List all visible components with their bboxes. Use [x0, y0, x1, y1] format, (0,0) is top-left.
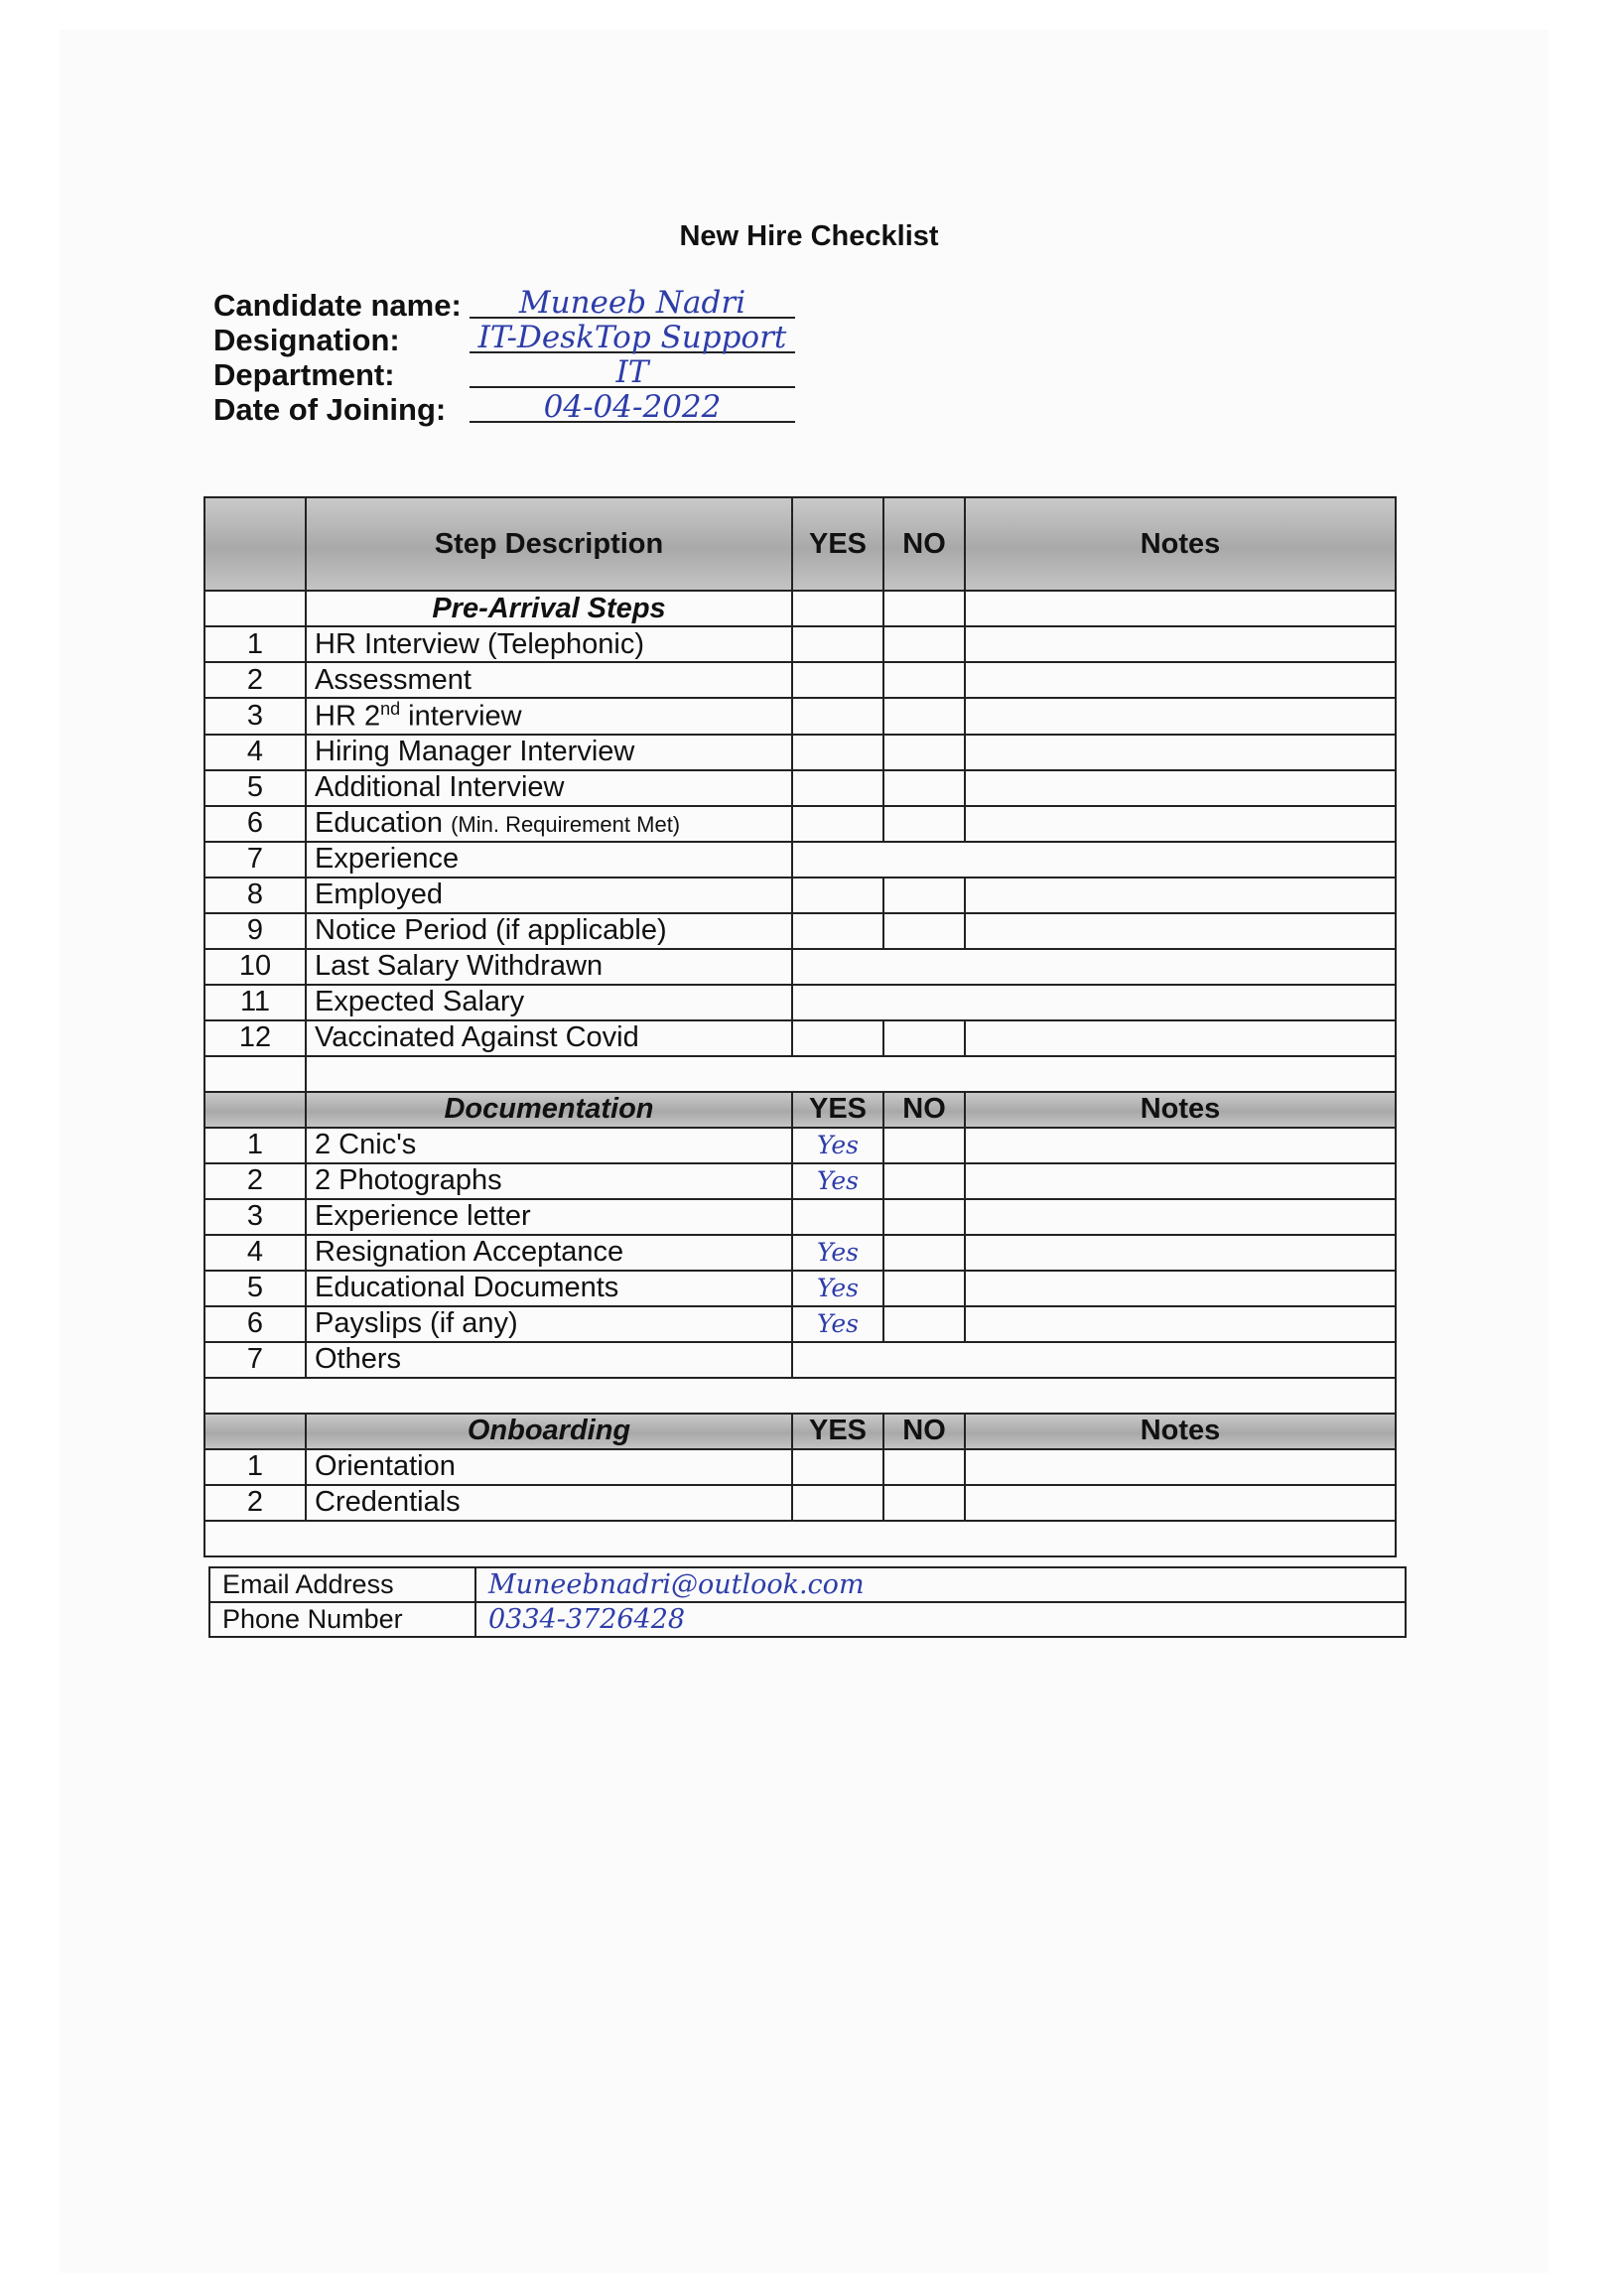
step-label: Experience [306, 842, 792, 878]
row-number: 5 [204, 1271, 306, 1306]
yes-cell: Yes [792, 1163, 883, 1199]
row-number: 1 [204, 1449, 306, 1485]
step-label [306, 806, 792, 842]
table-row [204, 806, 1396, 842]
phone-label: Phone Number [209, 1602, 475, 1637]
header-blank-cell [204, 497, 306, 591]
header-notes: Notes [965, 497, 1396, 591]
yes-cell [792, 735, 883, 770]
table-row [204, 626, 1396, 662]
step-label: Last Salary Withdrawn [306, 949, 792, 985]
phone-row [209, 1602, 1406, 1637]
candidate-name-value: Muneeb Nadri [518, 285, 746, 321]
yes-cell: Yes [792, 1235, 883, 1271]
yes-cell: Yes [792, 1306, 883, 1342]
row-number: 10 [204, 949, 306, 985]
notes-cell [965, 1271, 1396, 1306]
step-label: Employed [306, 878, 792, 913]
yes-cell [792, 1020, 883, 1056]
notes-cell [965, 1128, 1396, 1163]
header-yes: YES [792, 497, 883, 591]
step-label-text: HR 2 [315, 700, 381, 733]
doc-label: 2 Cnic's [306, 1128, 792, 1163]
doj-label: Date of Joining: [213, 392, 447, 427]
table-row [204, 698, 1396, 735]
table-row [204, 1271, 1396, 1306]
notes-cell [965, 878, 1396, 913]
step-label-note: (Min. Requirement Met) [451, 812, 681, 838]
contact-table [208, 1566, 1407, 1638]
notes-cell [965, 1020, 1396, 1056]
yes-cell [792, 770, 883, 806]
step-label [306, 698, 792, 735]
header-no: NO [883, 1092, 965, 1128]
notes-cell [965, 806, 1396, 842]
spacer-row [204, 1056, 1396, 1092]
row-number: 2 [204, 1163, 306, 1199]
table-row [204, 662, 1396, 698]
table-row [204, 1199, 1396, 1235]
notes-cell [965, 626, 1396, 662]
step-label: Hiring Manager Interview [306, 735, 792, 770]
phone-value: 0334-3726428 [475, 1602, 1406, 1637]
no-cell [883, 1163, 965, 1199]
table-row [204, 1020, 1396, 1056]
notes-cell [965, 770, 1396, 806]
doj-value: 04-04-2022 [543, 389, 722, 425]
table-row [204, 735, 1396, 770]
header-no: NO [883, 1414, 965, 1449]
table-row [204, 1128, 1396, 1163]
step-label: HR Interview (Telephonic) [306, 626, 792, 662]
yes-cell: Yes [792, 1271, 883, 1306]
yes-cell [792, 1449, 883, 1485]
yes-cell [792, 662, 883, 698]
step-label-superscript: nd [380, 699, 401, 719]
table-row [204, 1306, 1396, 1342]
section-title-pre-arrival: Pre-Arrival Steps [306, 591, 792, 626]
no-cell [883, 1449, 965, 1485]
section-header-onboarding [204, 1414, 1396, 1449]
no-cell [883, 1128, 965, 1163]
no-cell [883, 806, 965, 842]
candidate-name-label: Candidate name: [213, 288, 462, 323]
merged-cell [792, 842, 1396, 878]
header-no: NO [883, 497, 965, 591]
header-notes: Notes [965, 1414, 1396, 1449]
onboarding-label: Orientation [306, 1449, 792, 1485]
yes-cell [792, 806, 883, 842]
spacer-row [204, 1521, 1396, 1556]
notes-cell [965, 1235, 1396, 1271]
table-row [204, 1163, 1396, 1199]
row-number: 11 [204, 985, 306, 1020]
no-cell [883, 913, 965, 949]
merged-cell [792, 949, 1396, 985]
step-label: Assessment [306, 662, 792, 698]
doc-label: 2 Photographs [306, 1163, 792, 1199]
header-step-description: Step Description [306, 497, 792, 591]
header-yes: YES [792, 1414, 883, 1449]
notes-cell [965, 1163, 1396, 1199]
step-label-rest: interview [400, 700, 522, 733]
row-number: 4 [204, 735, 306, 770]
yes-cell [792, 1485, 883, 1521]
table-row [204, 1449, 1396, 1485]
yes-cell [792, 698, 883, 735]
no-cell [883, 770, 965, 806]
notes-cell [965, 1449, 1396, 1485]
department-label: Department: [213, 357, 395, 392]
row-number: 7 [204, 842, 306, 878]
page-title: New Hire Checklist [679, 220, 939, 252]
table-row [204, 842, 1396, 878]
table-row [204, 1485, 1396, 1521]
no-cell [883, 1020, 965, 1056]
notes-cell [965, 735, 1396, 770]
notes-cell [965, 913, 1396, 949]
row-number: 12 [204, 1020, 306, 1056]
notes-cell [965, 662, 1396, 698]
table-header-row [204, 497, 1396, 591]
notes-cell [965, 1485, 1396, 1521]
row-number: 1 [204, 1128, 306, 1163]
yes-cell [792, 626, 883, 662]
section-header-documentation [204, 1092, 1396, 1128]
notes-cell [965, 698, 1396, 735]
no-cell [883, 1235, 965, 1271]
no-cell [883, 1271, 965, 1306]
department-value: IT [615, 354, 649, 390]
step-label: Notice Period (if applicable) [306, 913, 792, 949]
row-number: 6 [204, 806, 306, 842]
no-cell [883, 662, 965, 698]
header-notes: Notes [965, 1092, 1396, 1128]
no-cell [883, 626, 965, 662]
designation-label: Designation: [213, 323, 400, 357]
doc-label: Payslips (if any) [306, 1306, 792, 1342]
email-row [209, 1567, 1406, 1602]
checklist-table [203, 496, 1397, 1557]
row-number: 6 [204, 1306, 306, 1342]
merged-cell [792, 1342, 1396, 1378]
table-row [204, 878, 1396, 913]
row-number: 1 [204, 626, 306, 662]
doc-label: Resignation Acceptance [306, 1235, 792, 1271]
row-number: 2 [204, 1485, 306, 1521]
yes-cell [792, 1199, 883, 1235]
row-number: 2 [204, 662, 306, 698]
yes-cell: Yes [792, 1128, 883, 1163]
row-number: 5 [204, 770, 306, 806]
header-yes: YES [792, 1092, 883, 1128]
onboarding-label: Credentials [306, 1485, 792, 1521]
row-number: 3 [204, 698, 306, 735]
notes-cell [965, 1199, 1396, 1235]
notes-cell [965, 1306, 1396, 1342]
table-row [204, 913, 1396, 949]
yes-cell [792, 913, 883, 949]
no-cell [883, 1485, 965, 1521]
table-row [204, 1235, 1396, 1271]
section-title-onboarding: Onboarding [306, 1414, 792, 1449]
section-title-documentation: Documentation [306, 1092, 792, 1128]
email-label: Email Address [209, 1567, 475, 1602]
no-cell [883, 878, 965, 913]
no-cell [883, 1199, 965, 1235]
table-row [204, 985, 1396, 1020]
no-cell [883, 735, 965, 770]
table-row [204, 1342, 1396, 1378]
yes-cell [792, 878, 883, 913]
step-label-text: Education [315, 807, 443, 840]
row-number: 4 [204, 1235, 306, 1271]
no-cell [883, 1306, 965, 1342]
row-number: 9 [204, 913, 306, 949]
step-label: Additional Interview [306, 770, 792, 806]
no-cell [883, 698, 965, 735]
section-row-pre-arrival [204, 591, 1396, 626]
table-row [204, 770, 1396, 806]
doc-label: Educational Documents [306, 1271, 792, 1306]
spacer-row [204, 1378, 1396, 1414]
table-row [204, 949, 1396, 985]
doc-label: Experience letter [306, 1199, 792, 1235]
step-label: Expected Salary [306, 985, 792, 1020]
designation-value: IT-DeskTop Support [477, 320, 787, 355]
row-number: 3 [204, 1199, 306, 1235]
doc-label: Others [306, 1342, 792, 1378]
row-number: 7 [204, 1342, 306, 1378]
row-number: 8 [204, 878, 306, 913]
merged-cell [792, 985, 1396, 1020]
step-label: Vaccinated Against Covid [306, 1020, 792, 1056]
email-value: Muneebnadri@outlook.com [475, 1567, 1406, 1602]
